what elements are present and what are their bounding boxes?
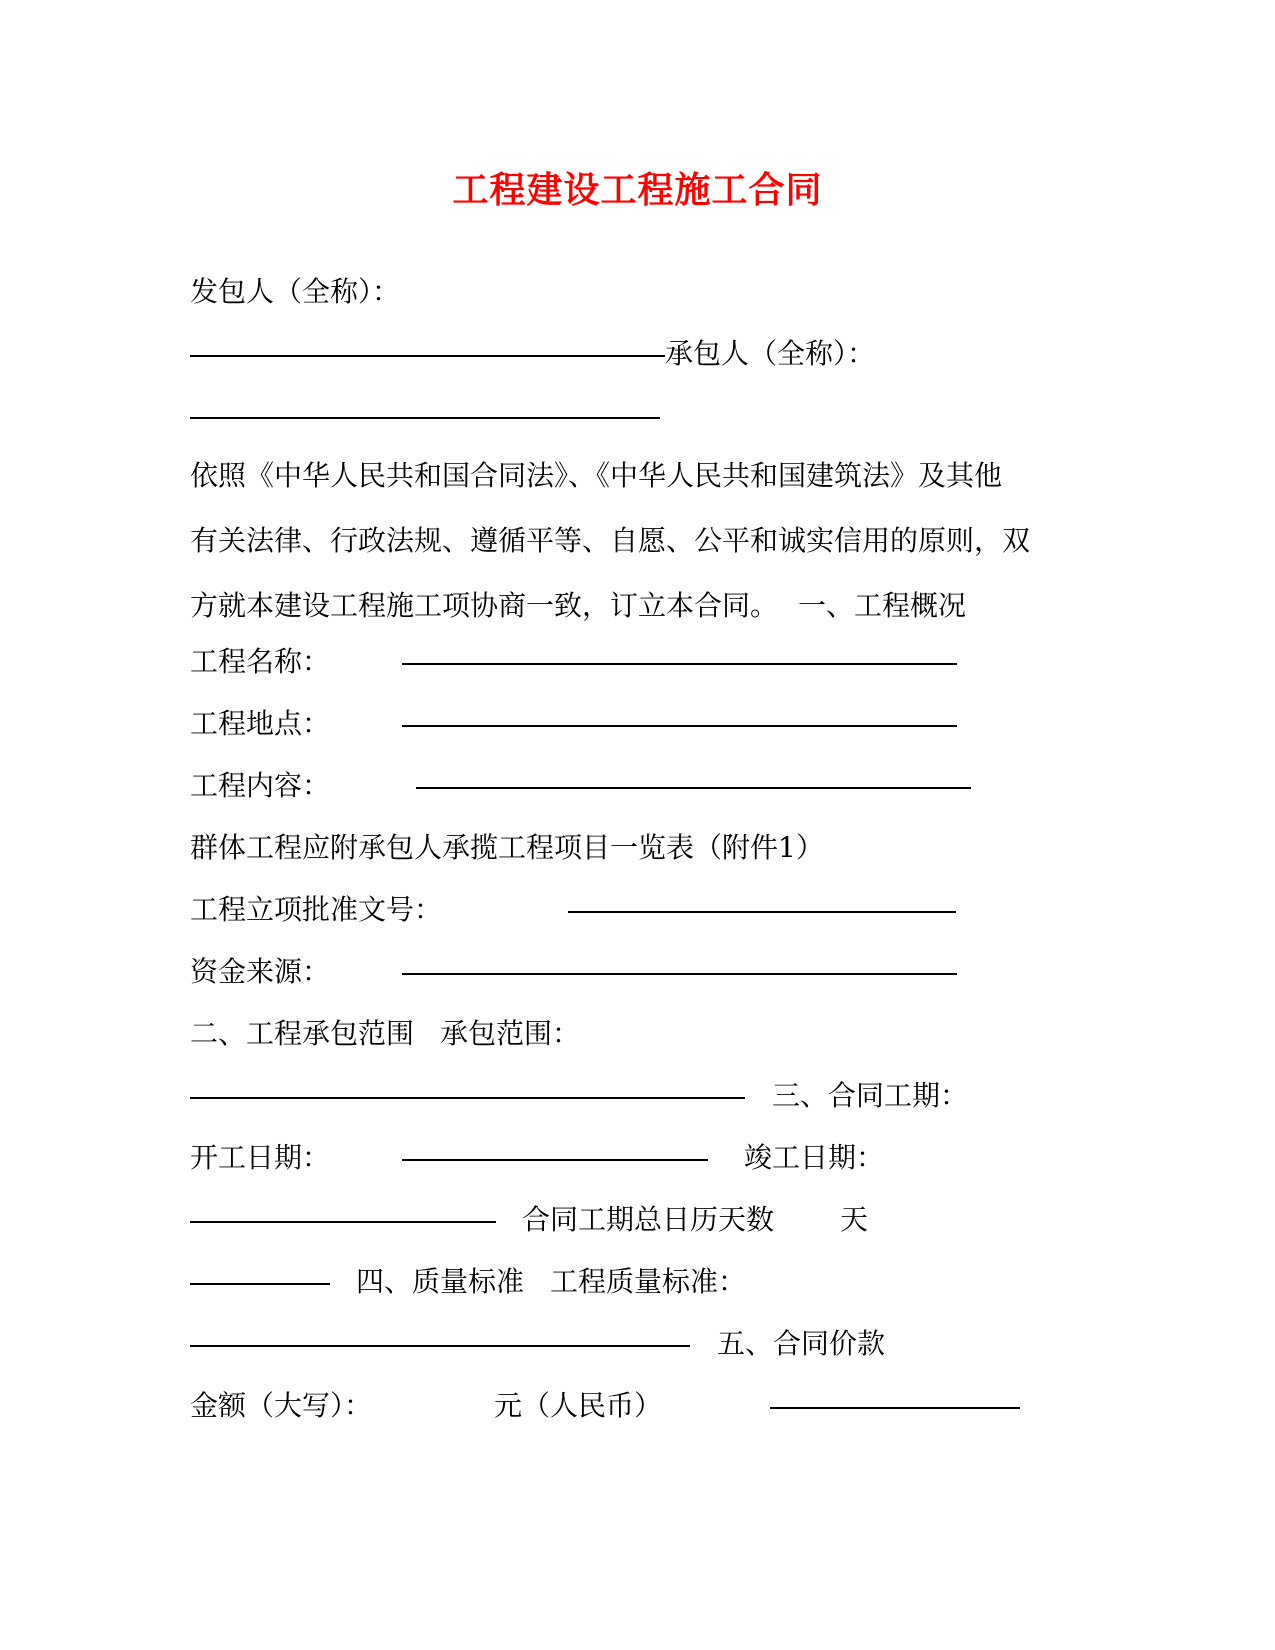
preamble-line-3: 方就本建设工程施工项协商一致，订立本合同。 <box>190 589 779 622</box>
group-project-note: 群体工程应附承包人承揽工程项目一览表（附件1） <box>190 831 824 864</box>
contractor-label: 承包人（全称）： <box>665 337 876 370</box>
employer-fill-line <box>190 355 665 357</box>
total-days-label: 合同工期总日历天数 <box>522 1203 775 1236</box>
currency-label: 元（人民币） <box>494 1389 663 1422</box>
section-5-heading: 五、合同价款 <box>717 1327 886 1360</box>
project-content-label: 工程内容： <box>190 769 331 802</box>
amount-field <box>770 1407 1020 1409</box>
project-location-label: 工程地点： <box>190 707 331 740</box>
project-name-label: 工程名称： <box>190 645 331 678</box>
project-content-field <box>416 787 971 789</box>
quality-standard-field <box>190 1345 690 1347</box>
contractor-fill-line <box>190 417 660 419</box>
completion-date-field <box>190 1221 496 1223</box>
preamble-line-2: 有关法律、行政法规、遵循平等、自愿、公平和诚实信用的原则，双 <box>190 524 1031 557</box>
section-3-heading: 三、合同工期： <box>772 1079 969 1112</box>
quality-standard-label: 工程质量标准： <box>550 1265 747 1298</box>
total-days-field <box>190 1283 330 1285</box>
employer-label: 发包人（全称）： <box>190 275 401 308</box>
funding-source-label: 资金来源： <box>190 955 331 988</box>
completion-date-label: 竣工日期： <box>744 1141 885 1174</box>
days-unit: 天 <box>840 1203 869 1236</box>
project-location-field <box>402 725 957 727</box>
preamble-line-1: 依照《中华人民共和国合同法》、《中华人民共和国建筑法》及其他 <box>190 459 1003 492</box>
document-title: 工程建设工程施工合同 <box>452 169 823 211</box>
scope-label: 承包范围： <box>440 1017 581 1050</box>
start-date-field <box>402 1159 708 1161</box>
amount-label: 金额（大写）： <box>190 1389 373 1422</box>
section-1-heading: 一、工程概况 <box>798 589 967 622</box>
approval-number-label: 工程立项批准文号： <box>190 893 443 926</box>
section-4-heading: 四、质量标准 <box>356 1265 525 1298</box>
approval-number-field <box>568 911 956 913</box>
scope-field <box>190 1097 745 1099</box>
project-name-field <box>402 663 957 665</box>
start-date-label: 开工日期： <box>190 1141 331 1174</box>
preamble-paragraph <box>190 456 1090 651</box>
funding-source-field <box>402 973 957 975</box>
section-2-heading: 二、工程承包范围 <box>190 1017 415 1050</box>
